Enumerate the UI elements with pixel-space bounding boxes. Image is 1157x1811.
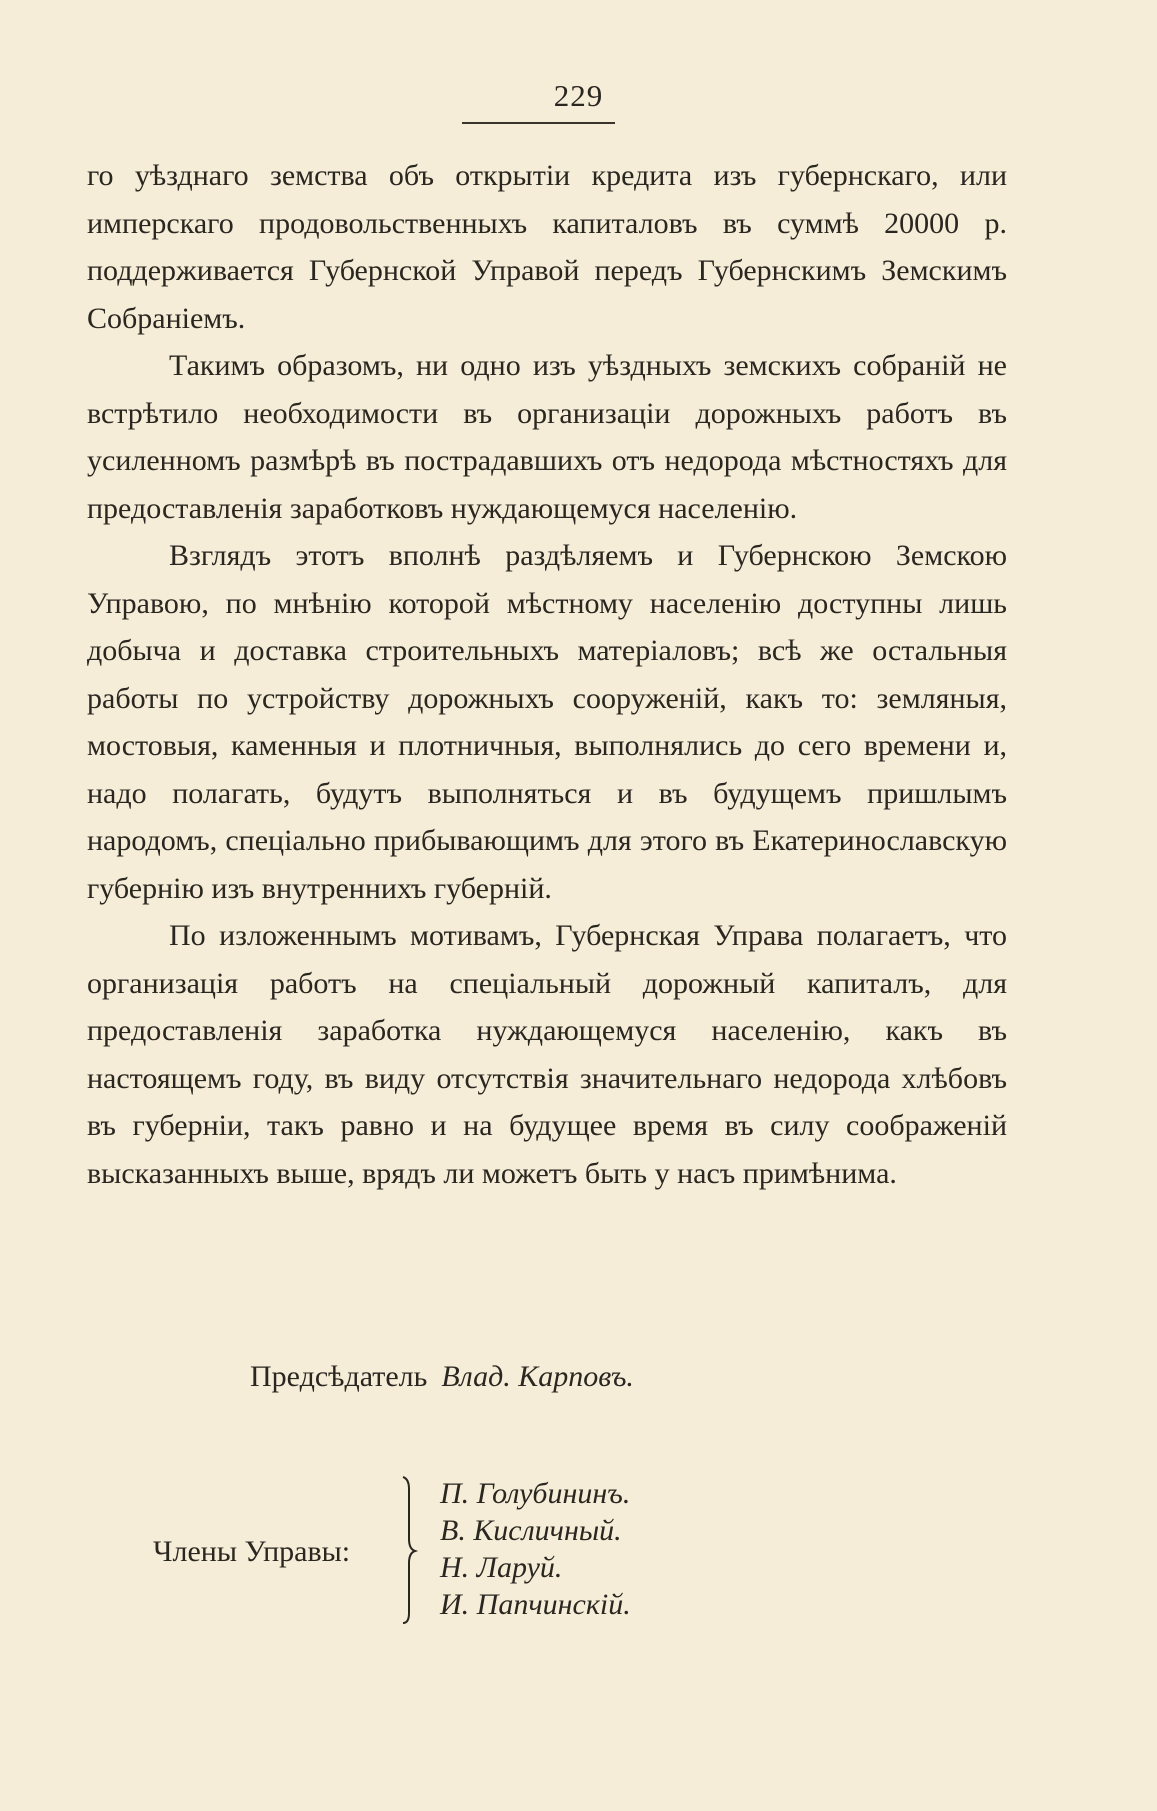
paragraph-1: го уѣзднаго земства объ открытіи кредита изъ губернскаго, или имперскаго продовольственныхъ капиталовъ въ суммѣ 20000 р. поддерживается Губернской Управой передъ Губернскимъ Земскимъ Собраніемъ. <box>87 159 1007 335</box>
chairman-signature-line <box>250 1360 634 1394</box>
members-brace <box>393 1475 423 1625</box>
paragraph-3: Взглядъ этотъ вполнѣ раздѣляемъ и Губернскою Земскою Управою, по мнѣнію которой мѣстному населенію доступны лишь добыча и доставка строительныхъ матеріаловъ; всѣ же остальныя работы по устройству дорожныхъ сооруженій, какъ то: земляныя, мостовыя, каменныя и плотничныя, выполнялись до сего времени и, надо полагать, будутъ выполняться и въ будущемъ пришлымъ народомъ, спеціально прибывающимъ для этого въ Екатеринославскую губернію изъ внутреннихъ губерній. <box>87 539 1007 905</box>
member-name: И. Папчинскій. <box>440 1588 631 1621</box>
member-name: В. Кисличный. <box>440 1514 622 1547</box>
page-number: 229 <box>553 78 604 113</box>
body-text <box>87 152 1007 1197</box>
paragraph-4: По изложеннымъ мотивамъ, Губернская Управа полагаетъ, что организація работъ на спеціальный дорожный капиталъ, для предоставленія заработка нуждающемуся населенію, какъ въ настоящемъ году, въ виду отсутствія значительнаго недорода хлѣбовъ въ губерніи, такъ равно и на будущее время въ силу соображеній высказанныхъ выше, врядъ ли можетъ быть у насъ примѣнима. <box>87 919 1007 1190</box>
member-name: Н. Ларуй. <box>440 1551 563 1584</box>
members-label: Члены Управы: <box>153 1535 351 1568</box>
member-name: П. Голубининъ. <box>440 1477 631 1510</box>
chairman-signature: Влад. Карповъ. <box>441 1360 634 1393</box>
header-rule <box>462 122 615 124</box>
chairman-label: Предсѣдатель <box>250 1360 428 1393</box>
members-list <box>440 1475 631 1623</box>
paragraph-2: Такимъ образомъ, ни одно изъ уѣздныхъ земскихъ собраній не встрѣтило необходимости въ организаціи дорожныхъ работъ въ усиленномъ размѣрѣ въ пострадавшихъ отъ недорода мѣстностяхъ для предоставленія заработковъ нуждающемуся населенію. <box>87 349 1007 525</box>
